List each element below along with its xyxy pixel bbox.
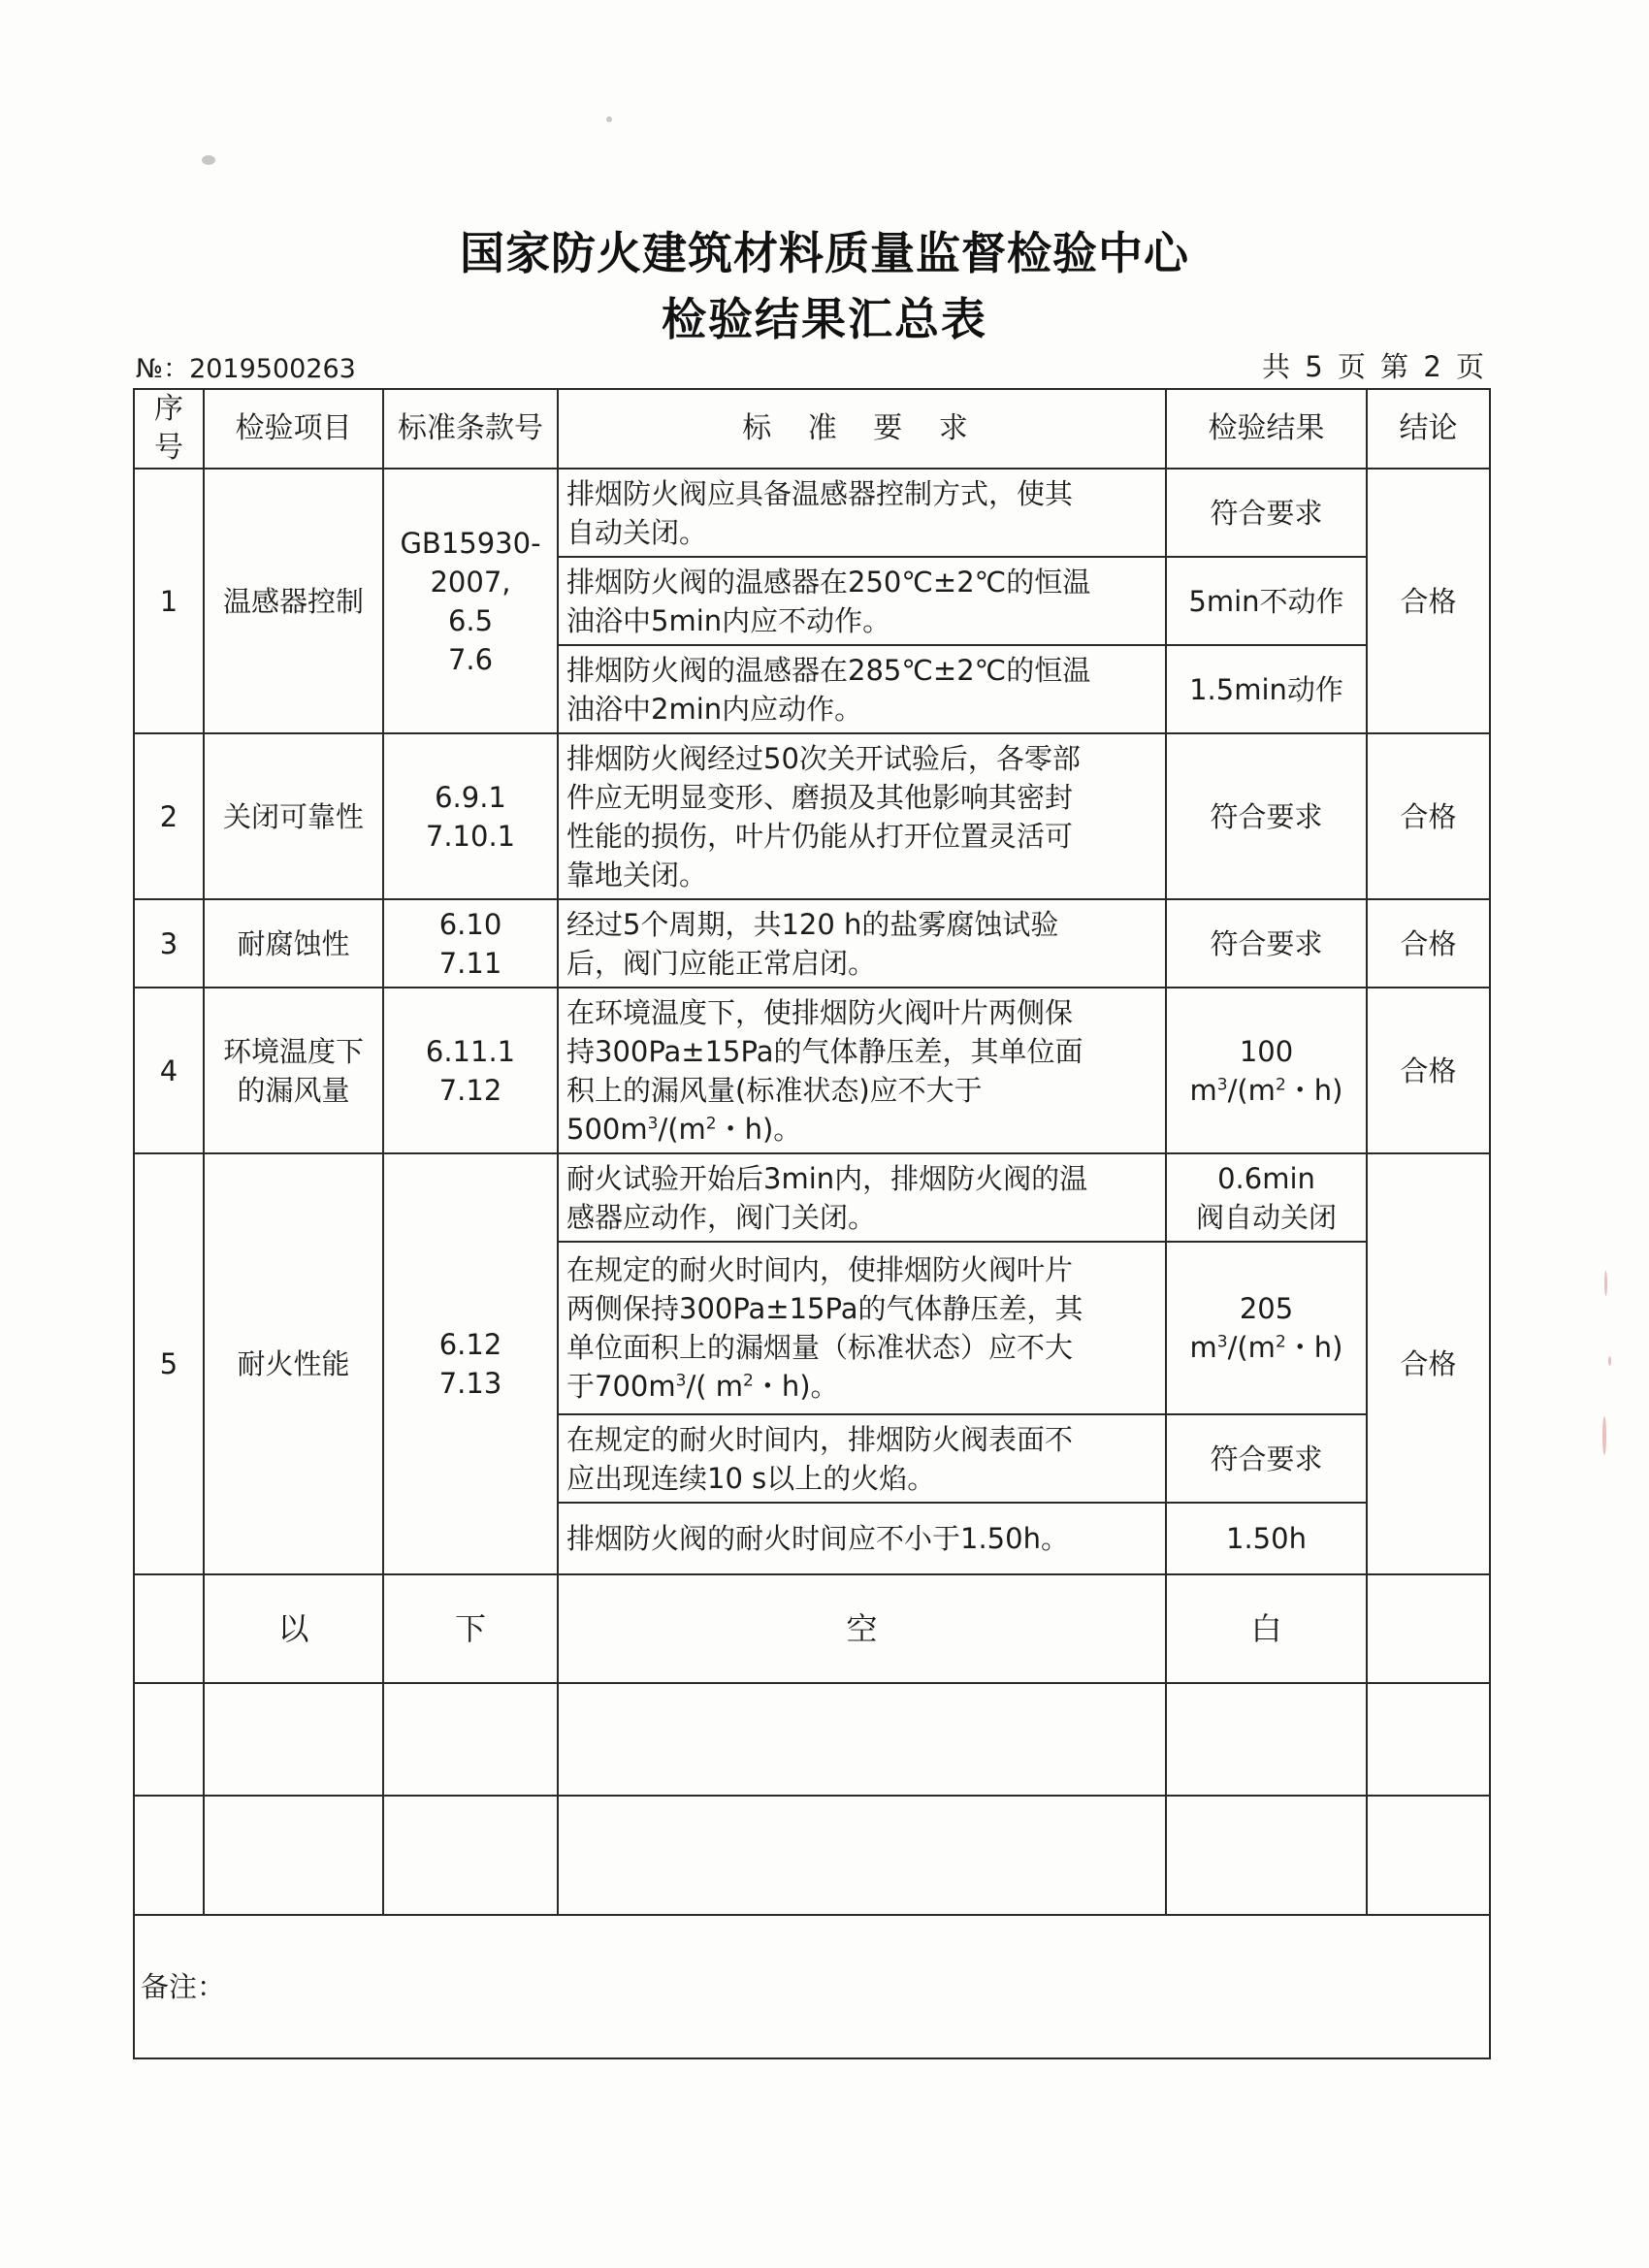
row-conclusion: 合格 bbox=[1367, 733, 1490, 899]
row-conclusion: 合格 bbox=[1367, 899, 1490, 988]
row-result: 1.5min动作 bbox=[1166, 645, 1367, 733]
scan-speck bbox=[1604, 1271, 1607, 1296]
scan-speck bbox=[606, 116, 612, 122]
document-subtitle: 检验结果汇总表 bbox=[662, 293, 987, 345]
page-info: 共 5 页 第 2 页 bbox=[1262, 350, 1484, 383]
table-row bbox=[134, 469, 1490, 557]
row-requirement: 耐火试验开始后3min内，排烟防火阀的温 感器应动作，阀门关闭。 bbox=[558, 1153, 1166, 1242]
table-row bbox=[134, 733, 1490, 899]
blank-cell bbox=[1367, 1574, 1490, 1683]
row-clause: 6.9.1 7.10.1 bbox=[383, 733, 558, 899]
row-clause: 6.11.1 7.12 bbox=[383, 988, 558, 1153]
row-result: 5min不动作 bbox=[1166, 557, 1367, 645]
scan-speck bbox=[202, 155, 215, 165]
document-title: 国家防火建筑材料质量监督检验中心 bbox=[460, 227, 1189, 279]
table-row bbox=[134, 1153, 1490, 1242]
remarks-row bbox=[134, 1915, 1490, 2058]
remarks-label: 备注： bbox=[134, 1915, 1490, 2058]
blank-marker-char: 以 bbox=[204, 1574, 383, 1683]
scan-speck bbox=[1608, 1356, 1611, 1366]
header-no: 序号 bbox=[134, 389, 204, 469]
row-conclusion: 合格 bbox=[1367, 1153, 1490, 1574]
blank-cell bbox=[134, 1574, 204, 1683]
scan-speck bbox=[1602, 1416, 1606, 1455]
table-header-row bbox=[134, 389, 1490, 469]
blank-marker-char: 下 bbox=[383, 1574, 558, 1683]
header-requirement: 标 准 要 求 bbox=[558, 389, 1166, 469]
row-requirement: 经过5个周期，共120 h的盐雾腐蚀试验 后，阀门应能正常启闭。 bbox=[558, 899, 1166, 988]
row-clause: 6.12 7.13 bbox=[383, 1153, 558, 1574]
row-result: 100 $m^3/(m^2$・h) bbox=[1166, 988, 1367, 1153]
row-number: 1 bbox=[134, 469, 204, 733]
empty-row bbox=[134, 1796, 1490, 1915]
row-result: 符合要求 bbox=[1166, 733, 1367, 899]
row-requirement: 在规定的耐火时间内，使排烟防火阀叶片 两侧保持300Pa±15Pa的气体静压差，其 单位面积上的漏烟量（标准状态）应不大 于$700m^3/$( $m^2$・h)。 bbox=[558, 1242, 1166, 1414]
row-result: 0.6min 阀自动关闭 bbox=[1166, 1153, 1367, 1242]
row-conclusion: 合格 bbox=[1367, 469, 1490, 733]
row-number: 5 bbox=[134, 1153, 204, 1574]
row-requirement: 排烟防火阀的温感器在285℃±2℃的恒温 油浴中2min内应动作。 bbox=[558, 645, 1166, 733]
row-requirement: 排烟防火阀的耐火时间应不小于1.50h。 bbox=[558, 1503, 1166, 1574]
header-result: 检验结果 bbox=[1166, 389, 1367, 469]
blank-marker-char: 空 bbox=[558, 1574, 1166, 1683]
row-requirement: 在环境温度下，使排烟防火阀叶片两侧保 持300Pa±15Pa的气体静压差，其单位面 积上的漏风量(标准状态)应不大于 $500m^3/(m^2$・h)。 bbox=[558, 988, 1166, 1153]
blank-marker-char: 白 bbox=[1166, 1574, 1367, 1683]
row-result: 205 $m^3/(m^2$・h) bbox=[1166, 1242, 1367, 1414]
row-result: 符合要求 bbox=[1166, 1414, 1367, 1503]
blank-marker-row bbox=[134, 1574, 1490, 1683]
row-item: 关闭可靠性 bbox=[204, 733, 383, 899]
row-clause: GB15930- 2007, 6.5 7.6 bbox=[383, 469, 558, 733]
row-requirement: 排烟防火阀应具备温感器控制方式，使其 自动关闭。 bbox=[558, 469, 1166, 557]
document-number: №：2019500263 bbox=[136, 354, 356, 384]
row-conclusion: 合格 bbox=[1367, 988, 1490, 1153]
row-item: 环境温度下 的漏风量 bbox=[204, 988, 383, 1153]
header-conclusion: 结论 bbox=[1367, 389, 1490, 469]
row-item: 耐腐蚀性 bbox=[204, 899, 383, 988]
header-clause: 标准条款号 bbox=[383, 389, 558, 469]
row-number: 2 bbox=[134, 733, 204, 899]
row-number: 4 bbox=[134, 988, 204, 1153]
row-result: 1.50h bbox=[1166, 1503, 1367, 1574]
row-requirement: 在规定的耐火时间内，排烟防火阀表面不 应出现连续10 s以上的火焰。 bbox=[558, 1414, 1166, 1503]
row-result: 符合要求 bbox=[1166, 469, 1367, 557]
results-table bbox=[133, 388, 1491, 2059]
empty-row bbox=[134, 1683, 1490, 1796]
row-clause: 6.10 7.11 bbox=[383, 899, 558, 988]
row-result: 符合要求 bbox=[1166, 899, 1367, 988]
header-item: 检验项目 bbox=[204, 389, 383, 469]
row-item: 温感器控制 bbox=[204, 469, 383, 733]
row-requirement: 排烟防火阀经过50次关开试验后，各零部 件应无明显变形、磨损及其他影响其密封 性能的损伤，叶片仍能从打开位置灵活可 靠地关闭。 bbox=[558, 733, 1166, 899]
table-row bbox=[134, 899, 1490, 988]
row-number: 3 bbox=[134, 899, 204, 988]
row-requirement: 排烟防火阀的温感器在250℃±2℃的恒温 油浴中5min内应不动作。 bbox=[558, 557, 1166, 645]
table-row bbox=[134, 988, 1490, 1153]
row-item: 耐火性能 bbox=[204, 1153, 383, 1574]
